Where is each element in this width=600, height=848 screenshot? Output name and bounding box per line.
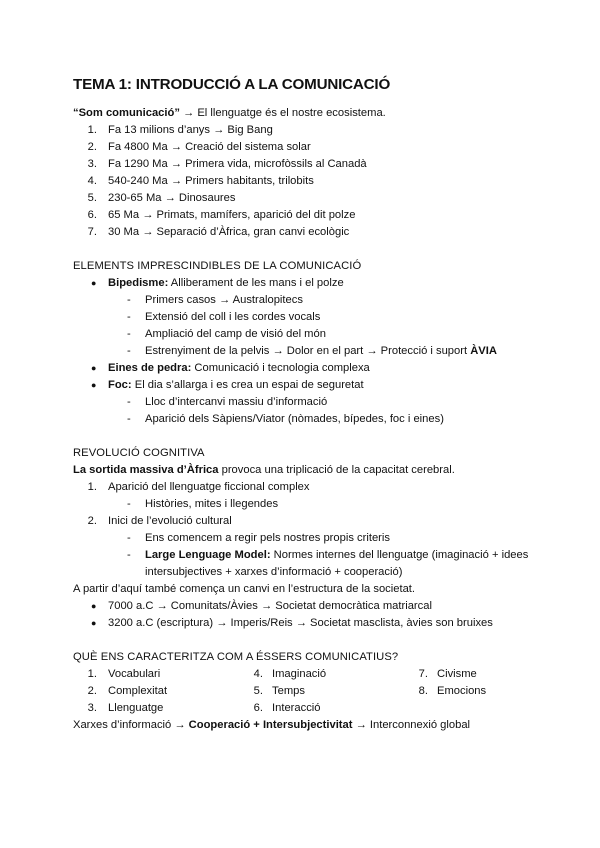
trait-item: Imaginació [272, 668, 327, 680]
list-number: 6. [253, 702, 263, 714]
bipedisme-label: Bipedisme: [108, 277, 169, 289]
trait-item: Vocabulari [108, 668, 161, 680]
timeline-item: 540-240 Ma → Primers habitants, trilobits [108, 175, 314, 187]
intro-line [73, 106, 386, 120]
timeline-item: Fa 1290 Ma → Primera vida, microfòssils al Canadà [108, 158, 367, 170]
trait-item: Complexitat [108, 685, 168, 697]
bullet-icon: ● [91, 363, 97, 373]
final-line [73, 718, 470, 732]
dash-icon: - [127, 294, 131, 306]
foc-line [108, 378, 364, 392]
list-number: 1. [87, 668, 97, 680]
eines-text: Comunicació i tecnologia complexa [191, 362, 370, 374]
final-text-c: → Interconnexió global [352, 719, 471, 731]
list-number: 5. [253, 685, 263, 697]
dash-icon: - [127, 413, 131, 425]
section-heading-caracteritza: QUÈ ENS CARACTERITZA COM A ÉSSERS COMUNICATIUS? [73, 651, 399, 663]
bipedisme-text: Alliberament de les mans i el polze [168, 277, 344, 289]
bipedisme-sub-item: Extensió del coll i les cordes vocals [145, 311, 321, 323]
avia-bold: ÀVIA [470, 345, 497, 357]
foc-sub-item: Aparició dels Sàpiens/Viator (nòmades, bípedes, foc i eines) [145, 413, 444, 425]
list-number: 5. [87, 192, 97, 204]
revolucio-item: Inici de l’evolució cultural [108, 515, 232, 527]
timeline-item: 30 Ma → Separació d’Àfrica, gran canvi ecològic [108, 226, 350, 238]
list-number: 1. [87, 481, 97, 493]
dash-icon: - [127, 328, 131, 340]
society-bullet: 7000 a.C → Comunitats/Àvies → Societat democràtica matriarcal [108, 600, 432, 612]
bullet-icon: ● [91, 380, 97, 390]
list-number: 8. [418, 685, 428, 697]
revolucio-sub-item: Ens comencem a regir pels nostres propis criteris [145, 532, 390, 544]
final-text-bold: Cooperació + Intersubjectivitat [188, 719, 353, 731]
list-number: 2. [87, 515, 97, 527]
llm-text: Normes internes del llenguatge (imaginació + idees [270, 549, 529, 561]
society-bullet: 3200 a.C (escriptura) → Imperis/Reis → Societat masclista, àvies son bruixes [108, 617, 493, 629]
trait-item: Temps [272, 685, 305, 697]
foc-text: El dia s’allarga i es crea un espai de seguretat [131, 379, 364, 391]
section-heading-elements: ELEMENTS IMPRESCINDIBLES DE LA COMUNICACIÓ [73, 260, 362, 272]
timeline-item: Fa 13 milions d’anys → Big Bang [108, 124, 273, 136]
bipedisme-sub-item: Primers casos → Australopitecs [145, 294, 303, 306]
bullet-icon: ● [91, 601, 97, 611]
revolucio-lead [73, 463, 455, 477]
list-number: 3. [87, 158, 97, 170]
llm-line [145, 548, 528, 562]
foc-label: Foc: [108, 379, 132, 391]
list-number: 4. [253, 668, 263, 680]
page-title: TEMA 1: INTRODUCCIÓ A LA COMUNICACIÓ [73, 76, 391, 93]
list-number: 1. [87, 124, 97, 136]
list-number: 7. [418, 668, 428, 680]
intro-bold: “Som comunicació” [73, 107, 180, 119]
revolucio-after: A partir d’aquí també comença un canvi en l’estructura de la societat. [73, 583, 416, 595]
dash-icon: - [127, 396, 131, 408]
list-number: 2. [87, 141, 97, 153]
bipedisme-sub-item-pelvis [145, 344, 497, 358]
bipedisme-line [108, 276, 344, 290]
dash-icon: - [127, 311, 131, 323]
bipedisme-sub-item: Ampliació del camp de visió del món [145, 328, 326, 340]
timeline-item: 230-65 Ma → Dinosaures [108, 192, 236, 204]
dash-icon: - [127, 549, 131, 561]
revolucio-lead-bold: La sortida massiva d’Àfrica [73, 464, 219, 476]
bullet-icon: ● [91, 278, 97, 288]
eines-label: Eines de pedra: [108, 362, 192, 374]
foc-sub-item: Lloc d’intercanvi massiu d’informació [145, 396, 328, 408]
list-number: 2. [87, 685, 97, 697]
trait-item: Interacció [272, 702, 321, 714]
intro-rest: → El llenguatge és el nostre ecosistema. [179, 107, 386, 119]
revolucio-item: Aparició del llenguatge ficcional complex [108, 481, 310, 493]
bullet-icon: ● [91, 618, 97, 628]
revolucio-sub-item: Històries, mites i llegendes [145, 498, 279, 510]
timeline-item: 65 Ma → Primats, mamífers, aparició del dit polze [108, 209, 356, 221]
section-heading-revolucio: REVOLUCIÓ COGNITIVA [73, 447, 205, 459]
llm-line-continued: intersubjectives + xarxes d’informació + cooperació) [145, 566, 403, 578]
eines-line [108, 361, 370, 375]
final-text-a: Xarxes d’informació → [73, 719, 189, 731]
timeline-item: Fa 4800 Ma → Creació del sistema solar [108, 141, 311, 153]
list-number: 3. [87, 702, 97, 714]
dash-icon: - [127, 345, 131, 357]
list-number: 7. [87, 226, 97, 238]
dash-icon: - [127, 498, 131, 510]
trait-item: Llenguatge [108, 702, 164, 714]
llm-bold: Large Lenguage Model: [145, 549, 271, 561]
trait-item: Emocions [437, 685, 487, 697]
list-number: 6. [87, 209, 97, 221]
dash-icon: - [127, 532, 131, 544]
list-number: 4. [87, 175, 97, 187]
revolucio-lead-rest: provoca una triplicació de la capacitat cerebral. [218, 464, 455, 476]
trait-item: Civisme [437, 668, 477, 680]
pelvis-text: Estrenyiment de la pelvis → Dolor en el part → Protecció i suport [145, 345, 471, 357]
